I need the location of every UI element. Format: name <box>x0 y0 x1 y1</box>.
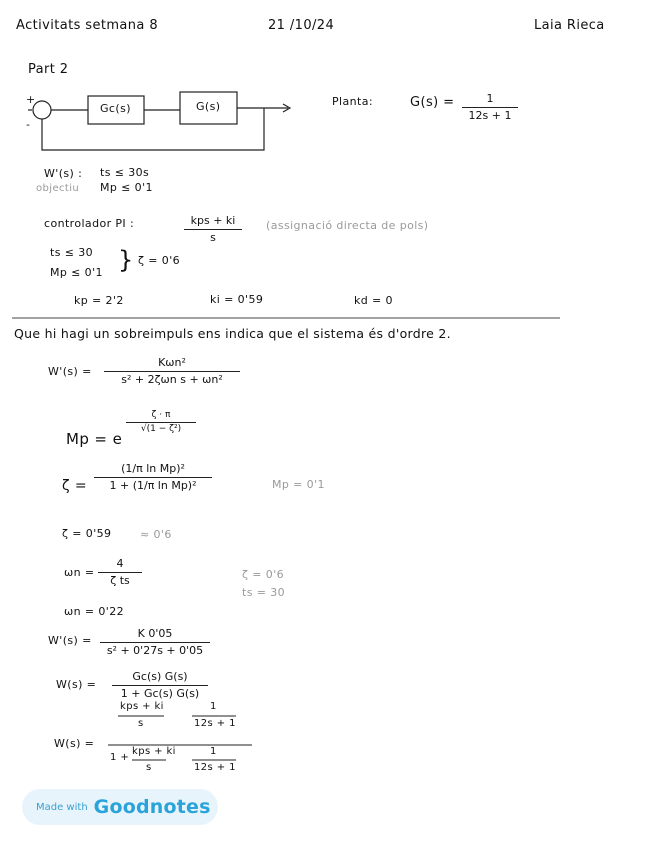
objective-mp: Mp ≤ 0'1 <box>100 181 153 194</box>
eq7-num: K 0'05 <box>137 627 173 640</box>
spec-brace: } <box>118 246 134 274</box>
gain-kp: kp = 2'2 <box>74 294 124 307</box>
objective-lhs: W'(s) : <box>44 167 83 180</box>
eq7-den: s² + 0'27s + 0'05 <box>106 644 204 657</box>
eq2-exp-den: √(1 − ζ²) <box>140 424 182 434</box>
controller-label: controlador PI : <box>44 217 135 230</box>
objective-ts: ts ≤ 30s <box>100 166 150 179</box>
eq7-lhs: W'(s) = <box>48 634 92 647</box>
eq2-exp-num: ζ · π <box>151 410 171 420</box>
controller-note: (assignació directa de pols) <box>266 219 429 232</box>
controller-block-label: Gc(s) <box>100 102 131 115</box>
eq1-lhs: W'(s) = <box>48 365 92 378</box>
eq5-lhs: ωn = <box>64 566 95 579</box>
plant-lhs: G(s) = <box>410 95 455 110</box>
plant-den: 12s + 1 <box>468 109 512 122</box>
objective-sub: objectiu <box>36 183 80 194</box>
controller-num: kps + ki <box>190 214 236 227</box>
eq4-zeta: ζ = 0'59 <box>62 527 112 540</box>
eq9-d1-den: s <box>146 762 152 773</box>
eq2-lhs: Mp = e <box>66 430 123 448</box>
eq9-n1: kps + ki <box>120 701 164 712</box>
spec-ts: ts ≤ 30 <box>50 246 94 259</box>
header-author: Laia Rieca <box>534 18 605 33</box>
eq9-n1-den: s <box>138 718 144 729</box>
eq8-num: Gc(s) G(s) <box>132 670 188 683</box>
spec-mp: Mp ≤ 0'1 <box>50 266 103 279</box>
eq9-lhs: W(s) = <box>54 737 95 750</box>
plant-block-label: G(s) <box>196 100 221 113</box>
eq4-approx: ≈ 0'6 <box>140 528 172 541</box>
eq9-d1: kps + ki <box>132 746 176 757</box>
goodnotes-badge[interactable] <box>22 789 218 825</box>
eq1-num: Kωn² <box>158 356 186 369</box>
eq8-den: 1 + Gc(s) G(s) <box>120 687 200 700</box>
eq9-n2: 1 <box>210 701 217 712</box>
spec-zeta: ζ = 0'6 <box>138 254 181 267</box>
plus-sign: + <box>26 93 36 106</box>
plant-label: Planta: <box>332 95 373 108</box>
header-title: Activitats setmana 8 <box>16 18 158 33</box>
gain-ki: ki = 0'59 <box>210 293 264 306</box>
eq5-den: ζ ts <box>110 574 130 587</box>
controller-den: s <box>210 231 216 244</box>
eq3-side-note: Mp = 0'1 <box>272 478 325 491</box>
eq9-n2-den: 12s + 1 <box>194 718 236 729</box>
gain-kd: kd = 0 <box>354 294 393 307</box>
minus-sign: - <box>26 118 31 131</box>
eq3-den: 1 + (1/π ln Mp)² <box>109 479 197 492</box>
eq5-side-ts: ts = 30 <box>242 586 286 599</box>
badge-brand: Goodnotes <box>93 796 211 818</box>
eq9-d2-den: 12s + 1 <box>194 762 236 773</box>
plant-num: 1 <box>486 92 494 105</box>
eq3-lhs: ζ = <box>62 478 87 494</box>
eq6-omega-n: ωn = 0'22 <box>64 605 125 618</box>
badge-made-with: Made with <box>36 801 88 813</box>
second-order-sentence: Que hi hagi un sobreimpuls ens indica que el sistema és d'ordre 2. <box>14 326 451 341</box>
part-heading: Part 2 <box>28 62 69 77</box>
eq9-d2: 1 <box>210 746 217 757</box>
header-date: 21 /10/24 <box>268 18 335 33</box>
eq5-side-zeta: ζ = 0'6 <box>242 568 285 581</box>
eq3-num: (1/π ln Mp)² <box>121 462 185 475</box>
eq9-d0: 1 + <box>110 752 130 763</box>
eq5-num: 4 <box>116 557 124 570</box>
eq1-den: s² + 2ζωn s + ωn² <box>121 373 223 386</box>
eq8-lhs: W(s) = <box>56 678 97 691</box>
